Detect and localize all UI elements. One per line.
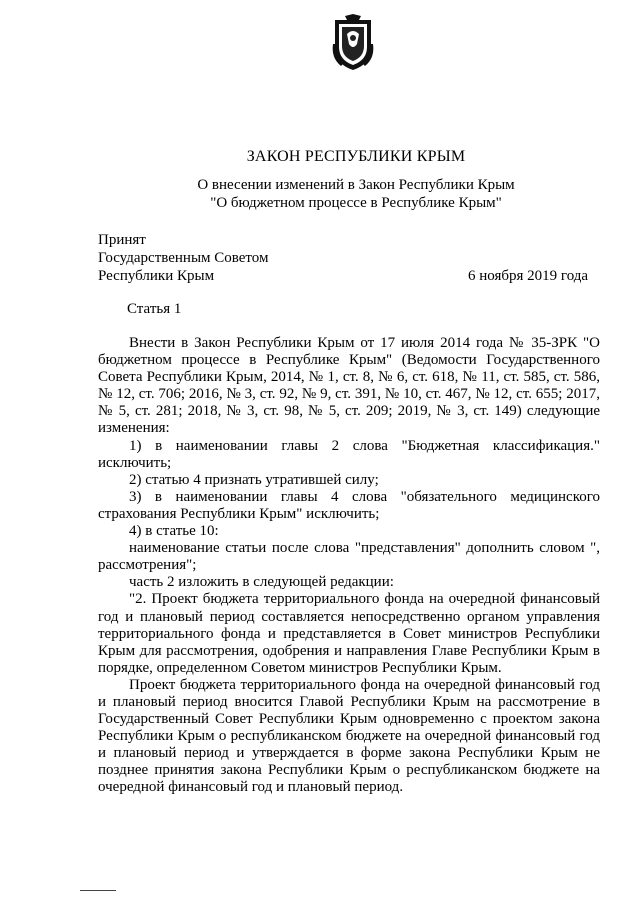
adoption-date: 6 ноября 2019 года <box>468 268 589 284</box>
adoption-block <box>98 231 269 285</box>
coat-of-arms-emblem <box>331 14 375 72</box>
article-body <box>98 335 600 797</box>
paragraph-item-4: 4) в статье 10: <box>129 523 219 540</box>
footer-divider <box>80 890 116 891</box>
adopted-line-3: Республики Крым <box>98 268 215 284</box>
adopted-line-1: Принят <box>98 232 146 248</box>
paragraph-item-3: 3) в наименовании главы 4 слова "обязательного медицинского страхования Республики Крым" исключить; <box>98 488 600 522</box>
article-heading: Статья 1 <box>127 301 182 317</box>
paragraph-quoted-1: "2. Проект бюджета территориального фонда на очередной финансовый год и плановый период составляется непосредственно органом управления территориального фонда и представляется в Совет министров Республики Крым для рассмотрения, одобрения и направления Главе Республики Крым в порядке, определенном Советом министров Республики Крым. <box>98 591 600 676</box>
law-subtitle <box>96 176 616 212</box>
paragraph-item-2: 2) статью 4 признать утратившей силу; <box>129 471 379 488</box>
subtitle-line-1: О внесении изменений в Закон Республики Крым <box>197 177 515 193</box>
paragraph-item-4-part: часть 2 изложить в следующей редакции: <box>129 574 394 591</box>
law-title: ЗАКОН РЕСПУБЛИКИ КРЫМ <box>246 148 466 165</box>
paragraph-item-1: 1) в наименовании главы 2 слова "Бюджетная классификация." исключить; <box>98 437 600 471</box>
adopted-line-2: Государственным Советом <box>98 250 269 266</box>
paragraph-item-4-name: наименование статьи после слова "представления" дополнить словом ", рассмотрения"; <box>98 540 600 574</box>
subtitle-line-2: "О бюджетном процессе в Республике Крым" <box>210 195 502 211</box>
paragraph-intro: Внести в Закон Республики Крым от 17 июля 2014 года № 35-ЗРК "О бюджетном процессе в Республике Крым" (Ведомости Государственного Совета Республики Крым, 2014, № 1, ст. 8, № 6, ст. 618, № 11, ст. 585, ст. 586, № 12, ст. 706; 2016, № 3, ст. 92, № 9, ст. 391, № 10, ст. 467, № 12, ст. 655; 2017, № 5, ст. 281; 2018, № 3, ст. 98, № 5, ст. 209; 2019, № 3, ст. 149) следующие изменения: <box>98 335 600 437</box>
paragraph-quoted-2: Проект бюджета территориального фонда на очередной финансовый год и плановый период вносится Главой Республики Крым на рассмотрение в Государственный Совет Республики Крым одновременно с проектом закона Республики Крым о республиканском бюджете на очередной финансовый год и плановый период и утверждается в форме закона Республики Крым не позднее принятия закона Республики Крым о республиканском бюджете на очередной финансовый год и плановый период. <box>98 676 600 796</box>
